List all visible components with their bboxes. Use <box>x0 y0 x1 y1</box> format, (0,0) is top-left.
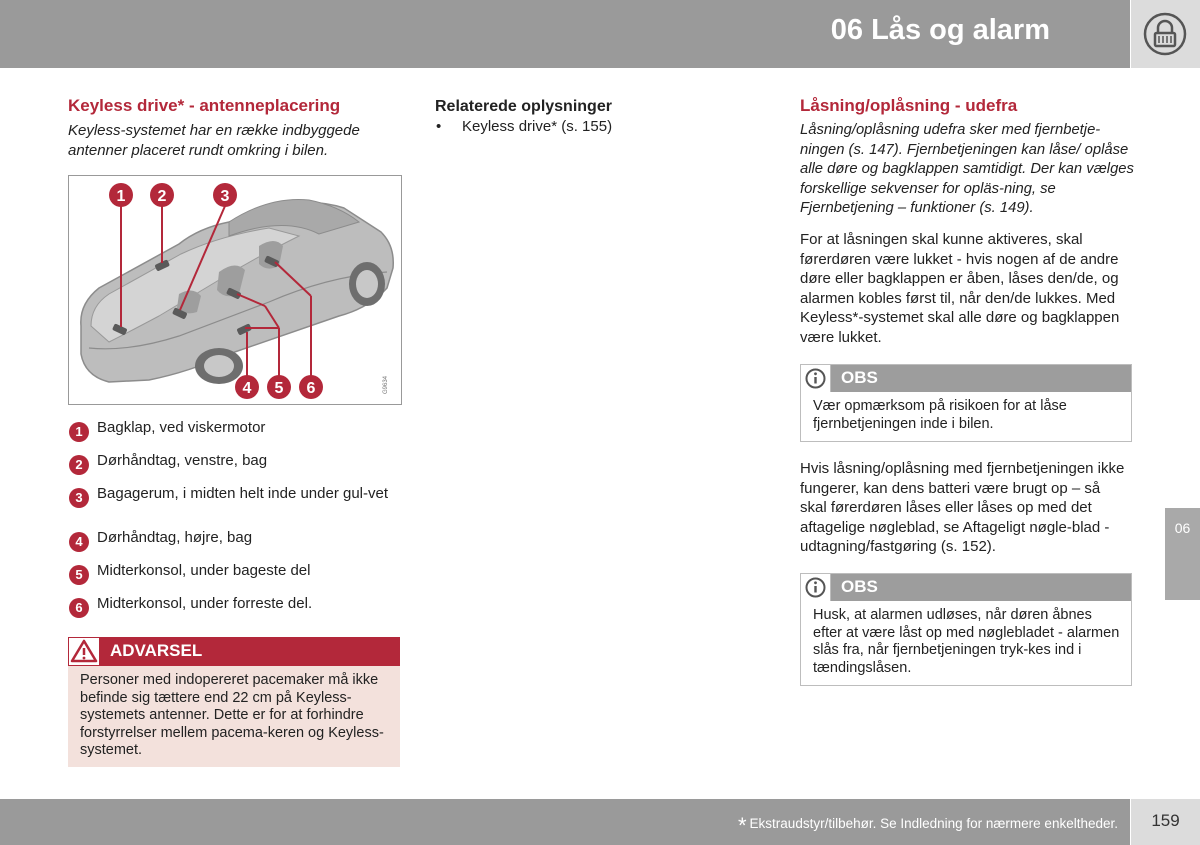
related-link-text[interactable]: Keyless drive* (s. 155) <box>462 118 613 135</box>
legend-text: Midterkonsol, under forreste del. <box>97 595 313 612</box>
footer-band <box>0 799 1130 845</box>
legend-text: Dørhåndtag, venstre, bag <box>97 452 268 469</box>
right-section-title: Låsning/oplåsning - udefra <box>800 96 1018 115</box>
note-box-1 <box>800 364 1132 442</box>
left-section-title: Keyless drive* - antenneplacering <box>68 96 341 115</box>
svg-text:6: 6 <box>306 380 316 397</box>
legend-number: 5 <box>69 565 89 585</box>
left-intro: Keyless-systemet har en række indbyggede antenner placeret rundt omkring i bilen. <box>68 122 360 159</box>
chapter-icon-box <box>1131 0 1200 68</box>
figure-callout-3 <box>213 183 237 207</box>
page-number: 159 <box>1151 811 1180 830</box>
svg-text:2: 2 <box>157 188 167 205</box>
warning-title: ADVARSEL <box>110 641 203 660</box>
legend-text: Bagklap, ved viskermotor <box>97 419 266 436</box>
note-title: OBS <box>841 368 878 387</box>
figure-code: G9634 <box>383 375 389 394</box>
chapter-side-tab[interactable] <box>1165 508 1200 600</box>
warning-text: Personer med indopereret pacemaker må ikke befinde sig tættere end 22 cm på Keyless-systemets antenner. Dette er for at forhindre forstyrrelser mellem pacema-keren og Keyless-systemet. <box>80 672 384 758</box>
figure-callout-2 <box>150 183 174 207</box>
figure-callout-6 <box>299 375 323 399</box>
right-paragraph-2: Hvis låsning/oplåsning med fjernbetjeningen ikke fungerer, kan dens batteri være brugt op – så skal førerdøren låses eller låses op med det aftagelige nøgleblad, se Aftageligt nøgle-blad - udtagning/fastgøring (s. 152). <box>800 460 1125 556</box>
note-text: Husk, at alarmen udløses, når døren åbnes efter at være låst op med nøglebladet - alarmen slås fra, når fjernbetjeningen tryk-kes ind i tændingslåsen. <box>813 607 1120 676</box>
warning-triangle-icon <box>69 638 99 664</box>
warning-box <box>68 637 400 767</box>
chapter-side-tab-label: 06 <box>1174 520 1191 536</box>
legend-number: 6 <box>69 598 89 618</box>
legend-text: Bagagerum, i midten helt inde under gul-vet <box>97 485 389 502</box>
figure-callout-5 <box>267 375 291 399</box>
note-header <box>801 574 1131 601</box>
note-box-2 <box>800 573 1132 686</box>
page-number-box <box>1131 799 1200 845</box>
lock-icon <box>1142 12 1188 56</box>
svg-text:5: 5 <box>274 380 284 397</box>
car-illustration <box>69 176 401 404</box>
legend-number: 1 <box>69 422 89 442</box>
legend-number: 4 <box>69 532 89 552</box>
footnote-text: Ekstraudstyr/tilbehør. Se Indledning for nærmere enkeltheder. <box>749 816 1118 831</box>
info-icon <box>805 368 826 389</box>
legend-number: 2 <box>69 455 89 475</box>
info-icon <box>805 577 826 598</box>
right-intro: Låsning/oplåsning udefra sker med fjernbetje-ningen (s. 147). Fjernbetjeningen kan låse/ oplåse alle døre og bagklappen samtidigt. Der kan vælges forskellige sekvenser for opläs-ning, se Fjernbetjening – funktioner (s. 149). <box>800 122 1134 216</box>
footer-note <box>738 813 1118 839</box>
bullet-marker: • <box>436 118 442 135</box>
figure-callout-1 <box>109 183 133 207</box>
note-icon-cell <box>801 365 831 392</box>
note-title: OBS <box>841 577 878 596</box>
footnote-star: * <box>737 813 747 838</box>
legend-text: Midterkonsol, under bageste del <box>97 562 311 579</box>
svg-text:3: 3 <box>220 188 230 205</box>
warning-header <box>68 637 400 666</box>
svg-text:4: 4 <box>242 380 252 397</box>
legend-text: Dørhåndtag, højre, bag <box>97 529 253 546</box>
related-info-heading: Relaterede oplysninger <box>435 98 612 115</box>
warning-icon-cell <box>68 637 100 666</box>
note-icon-cell <box>801 574 831 601</box>
antenna-location-figure <box>68 175 402 405</box>
svg-text:1: 1 <box>116 188 126 205</box>
header-band <box>0 0 1130 68</box>
note-text: Vær opmærksom på risikoen for at låse fjernbetjeningen inde i bilen. <box>813 398 1067 432</box>
related-link-item[interactable] <box>436 118 612 135</box>
legend-number: 3 <box>69 488 89 508</box>
figure-callout-4 <box>235 375 259 399</box>
right-paragraph-1: For at låsningen skal kunne aktiveres, skal førerdøren være lukket - hvis nogen af de andre døre eller bagklappen er åben, låses den/de, og alarmen kobles først til, når den/de lukkes. Med Keyless*-systemet skal alle døre og bagklappen være lukket. <box>800 231 1120 346</box>
chapter-title: 06 Lås og alarm <box>830 14 1050 46</box>
note-header <box>801 365 1131 392</box>
